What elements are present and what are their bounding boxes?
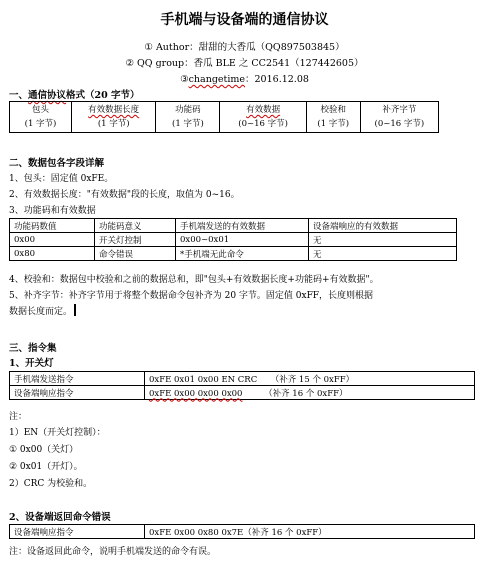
function-code-table bbox=[9, 218, 457, 261]
note2: 2）CRC 为校验和。 bbox=[9, 479, 93, 489]
document-title: 手机端与设备端的通信协议 bbox=[160, 12, 329, 28]
changetime-word: changetime bbox=[188, 74, 246, 85]
note1a: ① 0x00（关灯） bbox=[9, 445, 79, 455]
text-cursor bbox=[74, 304, 76, 316]
format-cell-header: 包头 (1 字节) bbox=[10, 102, 72, 133]
table-cell: 无 bbox=[309, 233, 457, 247]
format-cell-function-code: 功能码 (1 字节) bbox=[156, 102, 220, 133]
section2-item5-line2 bbox=[9, 304, 76, 317]
section2-item1: 1、包头：固定值 0xFE。 bbox=[9, 174, 114, 184]
section3-sub2: 2、设备端返回命令错误 bbox=[9, 512, 111, 523]
table-cell: 0x00~0x01 bbox=[176, 233, 309, 247]
table-cell: *手机端无此命令 bbox=[176, 247, 309, 261]
note1: 1）EN（开关灯控制）： bbox=[9, 428, 106, 438]
section1-prefix: 一、 bbox=[9, 90, 29, 101]
table-cell: 无 bbox=[309, 247, 457, 261]
section2-item4: 4、校验和：数据包中校验和之前的数据总和，即"包头+有效数据长度+功能码+有效数据"。 bbox=[9, 275, 379, 285]
table-row bbox=[10, 233, 457, 247]
section1-title-rest: 格式（20 字节） bbox=[66, 90, 140, 101]
section3-heading: 三、指令集 bbox=[9, 343, 57, 354]
author-line: ① Author：甜甜的大香瓜（QQ897503845） bbox=[144, 42, 345, 53]
format-cell-length: 有效数据长度 (1 字节) bbox=[72, 102, 156, 133]
table-row bbox=[10, 102, 439, 133]
format-cell-padding: 补齐字节 (0~16 字节) bbox=[360, 102, 438, 133]
protocol-format-table bbox=[9, 101, 439, 133]
table-row bbox=[10, 386, 475, 400]
table-row bbox=[10, 247, 457, 261]
command-value-cell: 0xFE 0x00 0x00 0x00 （补齐 16 个 0xFF） bbox=[145, 386, 475, 400]
note1b: ② 0x01（开灯）。 bbox=[9, 462, 83, 472]
changetime-prefix: ③ bbox=[180, 74, 189, 85]
column-header: 功能码数值 bbox=[10, 219, 95, 233]
section2-item5-text: 数据长度而定。 bbox=[9, 307, 73, 317]
changetime-value: ：2016.12.08 bbox=[245, 74, 309, 85]
command-value: 0xFE 0x00 0x80 0x7E（补齐 16 个 0xFF） bbox=[145, 525, 475, 539]
column-header: 手机端发送的有效数据 bbox=[176, 219, 309, 233]
error-command-table bbox=[9, 524, 475, 539]
command-label: 手机端发送指令 bbox=[10, 372, 145, 386]
table-row bbox=[10, 372, 475, 386]
section2-item2: 2、有效数据长度："有效数据"段的长度，取值为 0~16。 bbox=[9, 190, 240, 200]
section2-heading: 二、数据包各字段详解 bbox=[9, 158, 105, 169]
section1-heading bbox=[9, 87, 140, 101]
table-cell: 开关灯控制 bbox=[95, 233, 176, 247]
section2-item3: 3、功能码和有效数据 bbox=[9, 206, 96, 216]
light-command-table bbox=[9, 371, 475, 400]
table-header-row bbox=[10, 219, 457, 233]
footer-note: 注：设备返回此命令，说明手机端发送的命令有误。 bbox=[9, 547, 217, 557]
section1-title-squiggle: 通信协议 bbox=[28, 90, 67, 101]
table-row bbox=[10, 525, 475, 539]
table-cell: 0x00 bbox=[10, 233, 95, 247]
note-label: 注： bbox=[9, 412, 28, 422]
format-cell-checksum: 校验和 (1 字节) bbox=[306, 102, 360, 133]
column-header: 设备端响应的有效数据 bbox=[309, 219, 457, 233]
command-value-cell: 0xFE 0x01 0x00 EN CRC （补齐 15 个 0xFF） bbox=[145, 372, 475, 386]
table-cell: 命令错误 bbox=[95, 247, 176, 261]
section3-sub1: 1、开关灯 bbox=[9, 358, 54, 369]
table-cell: 0x80 bbox=[10, 247, 95, 261]
command-label: 设备端响应指令 bbox=[10, 525, 145, 539]
command-label: 设备端响应指令 bbox=[10, 386, 145, 400]
qq-group-line: ② QQ group：香瓜 BLE 之 CC2541（127442605） bbox=[125, 58, 364, 69]
column-header: 功能码意义 bbox=[95, 219, 176, 233]
changetime-line bbox=[0, 71, 489, 85]
section2-item5-line1: 5、补齐字节：补齐字节用于将整个数据命令包补齐为 20 字节。固定值 0xFF，长度则根据 bbox=[9, 291, 374, 301]
format-cell-payload: 有效数据 (0~16 字节) bbox=[220, 102, 306, 133]
